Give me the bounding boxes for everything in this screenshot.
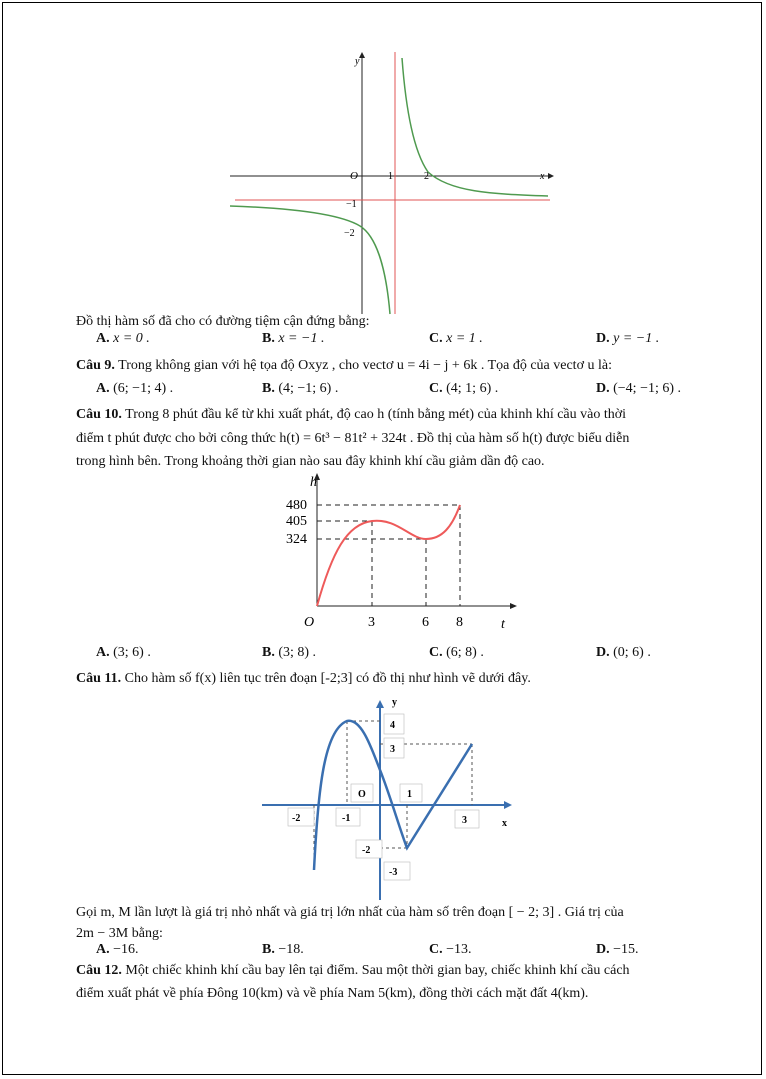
x-tick-minus-2: -2 xyxy=(292,813,301,824)
q8-option-a: A. x = 0 . xyxy=(96,331,150,346)
label-4: 4 xyxy=(390,720,395,731)
label-1: 1 xyxy=(407,789,412,800)
tick-minus-1: −1 xyxy=(346,199,357,210)
q8-option-c: C. x = 1 . xyxy=(429,331,483,346)
origin-label: O xyxy=(304,615,315,630)
x-tick-6: 6 xyxy=(422,615,429,630)
x-axis-label: x xyxy=(540,171,545,182)
tick-2: 2 xyxy=(424,171,429,182)
hyperbola-graph xyxy=(230,52,560,322)
q11-line2: Gọi m, M lần lượt là giá trị nhỏ nhất và giá trị lớn nhất của hàm số trên đoạn [ − 2; 3] . Giá trị của xyxy=(76,905,624,920)
q9-option-c: C. (4; 1; 6) . xyxy=(429,381,499,396)
q8-stem: Đồ thị hàm số đã cho có đường tiệm cận đứng bằng: xyxy=(76,314,370,329)
q10-line2: điểm t phút được cho bởi công thức h(t) = 6t³ − 81t² + 324t . Đồ thị của hàm số h(t) được biểu diễn xyxy=(76,431,630,446)
q11-option-c: C. −13. xyxy=(429,942,472,957)
q12-line2: điểm xuất phát về phía Đông 10(km) và về phía Nam 5(km), đồng thời cách mặt đất 4(km). xyxy=(76,986,589,1001)
origin-label: O xyxy=(358,789,366,800)
tick-minus-2: −2 xyxy=(344,228,355,239)
y-axis-label: y xyxy=(392,697,397,708)
q11-line3: 2m − 3M bằng: xyxy=(76,926,163,941)
q10-option-c: C. (6; 8) . xyxy=(429,645,484,660)
origin-label: O xyxy=(350,170,358,182)
t-axis-label: t xyxy=(501,617,505,632)
q8-option-b: B. x = −1 . xyxy=(262,331,325,346)
fx-graph xyxy=(262,690,520,900)
q12-line1: Câu 12. Một chiếc khinh khí cầu bay lên tại điểm. Sau một thời gian bay, chiếc khinh khí cầu cách xyxy=(76,963,630,978)
y-tick-324: 324 xyxy=(286,532,307,547)
height-graph xyxy=(272,472,522,642)
q9-option-a: A. (6; −1; 4) . xyxy=(96,381,174,396)
x-tick-3: 3 xyxy=(462,815,467,826)
y-axis-label: y xyxy=(355,56,360,67)
q10-line1: Câu 10. Trong 8 phút đầu kể từ khi xuất phát, độ cao h (tính bằng mét) của khinh khí cầu vào thời xyxy=(76,407,627,422)
q9-stem: Câu 9. Trong không gian với hệ tọa độ Oxyz , cho vectơ u = 4i − j + 6k . Tọa độ của vectơ u là: xyxy=(76,358,612,373)
q11-option-d: D. −15. xyxy=(596,942,639,957)
q11-option-a: A. −16. xyxy=(96,942,139,957)
q9-option-d: D. (−4; −1; 6) . xyxy=(596,381,682,396)
x-axis-label: x xyxy=(502,818,507,829)
y-tick-405: 405 xyxy=(286,514,307,529)
label-3: 3 xyxy=(390,744,395,755)
q11-stem: Câu 11. Cho hàm số f(x) liên tục trên đoạn [-2;3] có đồ thị như hình vẽ dưới đây. xyxy=(76,671,531,686)
q10-line3: trong hình bên. Trong khoảng thời gian nào sau đây khinh khí cầu giảm dần độ cao. xyxy=(76,454,545,469)
q11-option-b: B. −18. xyxy=(262,942,304,957)
q10-option-b: B. (3; 8) . xyxy=(262,645,317,660)
y-tick-minus-2: -2 xyxy=(362,845,371,856)
h-axis-label: h xyxy=(310,475,317,490)
x-tick-minus-1: -1 xyxy=(342,813,351,824)
q10-option-a: A. (3; 6) . xyxy=(96,645,151,660)
x-tick-8: 8 xyxy=(456,615,463,630)
x-tick-3: 3 xyxy=(368,615,375,630)
y-tick-480: 480 xyxy=(286,498,307,513)
q8-option-d: D. y = −1 . xyxy=(596,331,660,346)
q10-option-d: D. (0; 6) . xyxy=(596,645,651,660)
y-tick-minus-3: -3 xyxy=(389,867,398,878)
tick-1: 1 xyxy=(388,171,393,182)
q9-option-b: B. (4; −1; 6) . xyxy=(262,381,339,396)
